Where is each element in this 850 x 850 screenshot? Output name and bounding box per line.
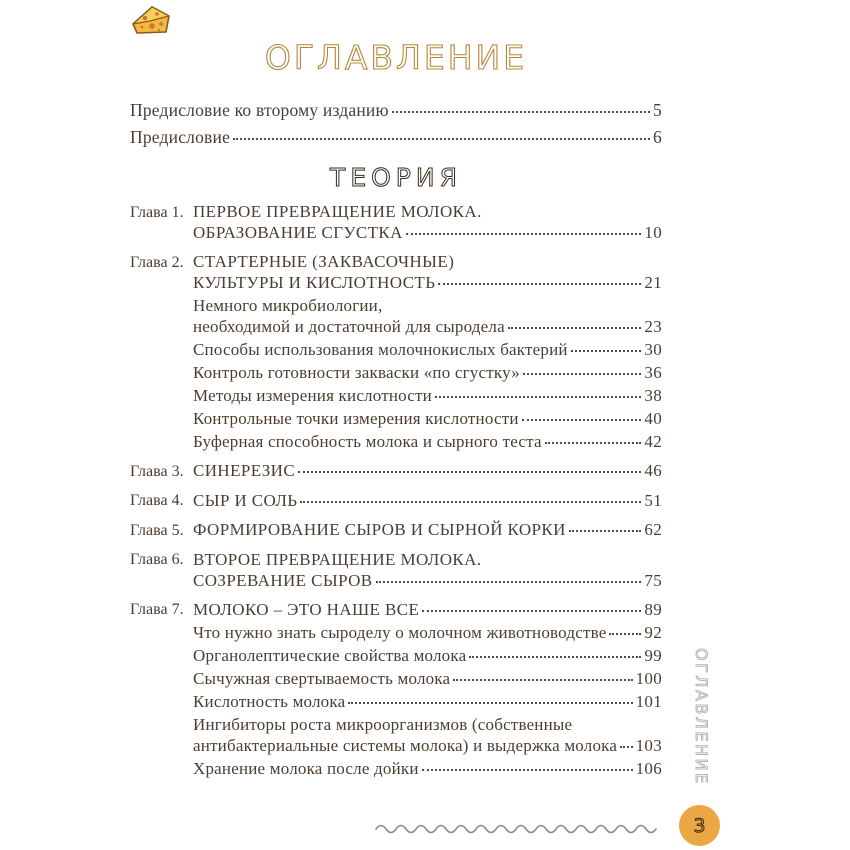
entry-text: Предисловие xyxy=(130,127,231,147)
entry-text: Ингибиторы роста микроорганизмов (собственные xyxy=(193,715,573,734)
chapter-entry xyxy=(130,251,662,293)
page-ref: 36 xyxy=(644,363,662,382)
entry-body xyxy=(193,460,662,482)
page-ref: 51 xyxy=(644,490,662,510)
toc-line xyxy=(193,735,662,756)
entry-body xyxy=(193,295,662,337)
chapter-number-label: Глава 1. xyxy=(130,203,184,221)
front-matter-entry xyxy=(130,124,662,151)
entry-text: ФОРМИРОВАНИЕ СЫРОВ И СЫРНОЙ КОРКИ xyxy=(193,520,566,539)
sub-entry xyxy=(193,362,662,383)
entry-text: Хранение молока после дойки xyxy=(193,759,419,778)
page-ref: 5 xyxy=(652,100,662,120)
page-ref: 46 xyxy=(644,461,662,480)
toc-line xyxy=(193,339,662,360)
entry-text: Что нужно знать сыроделу о молочном животноводстве xyxy=(193,623,607,642)
toc-line xyxy=(193,431,662,452)
entry-text: СЫР И СОЛЬ xyxy=(193,490,298,510)
entry-text: СТАРТЕРНЫЕ (ЗАКВАСОЧНЫЕ) xyxy=(193,252,455,271)
page-ref: 103 xyxy=(635,736,662,755)
toc-line xyxy=(193,622,662,643)
toc-line xyxy=(193,599,662,620)
chapter-entry xyxy=(130,599,662,621)
entry-text: Буферная способность молока и сырного теста xyxy=(193,432,542,451)
entry-text: ВТОРОЕ ПРЕВРАЩЕНИЕ МОЛОКА. xyxy=(193,549,482,569)
toc-line xyxy=(193,362,662,383)
sub-entry xyxy=(193,758,662,779)
wave-divider xyxy=(374,820,660,836)
toc-line xyxy=(193,272,662,293)
page-ref: 89 xyxy=(644,599,662,619)
toc-line xyxy=(193,385,662,406)
entry-body xyxy=(193,362,662,383)
entry-body xyxy=(193,622,662,643)
entry-body xyxy=(193,339,662,360)
entry-text: КУЛЬТУРЫ И КИСЛОТНОСТЬ xyxy=(193,273,436,292)
toc-line xyxy=(193,758,662,779)
entry-text: Контроль готовности закваски «по сгустку» xyxy=(193,363,520,382)
page-ref: 100 xyxy=(635,669,662,688)
sub-entry xyxy=(193,668,662,689)
page-ref: 23 xyxy=(644,317,662,336)
page-ref: 30 xyxy=(644,340,662,359)
chapter-number-label: Глава 5. xyxy=(130,521,184,539)
chapter-entry xyxy=(130,549,662,591)
toc-line xyxy=(193,570,662,591)
toc-line xyxy=(193,668,662,689)
toc-line xyxy=(193,408,662,429)
entry-text: Предисловие ко второму изданию xyxy=(130,100,389,120)
chapter-number-label: Глава 4. xyxy=(130,492,184,509)
entry-body xyxy=(193,758,662,779)
page-ref: 75 xyxy=(644,570,662,590)
toc-line xyxy=(193,295,662,316)
entry-text: Контрольные точки измерения кислотности xyxy=(193,409,519,428)
entry-text: Методы измерения кислотности xyxy=(193,386,432,405)
toc-list xyxy=(130,97,662,779)
page-ref: 42 xyxy=(644,432,662,451)
toc-line xyxy=(193,251,662,272)
entry-body xyxy=(193,519,662,541)
entry-body xyxy=(193,251,662,293)
toc-line xyxy=(193,691,662,712)
entry-text: СОЗРЕВАНИЕ СЫРОВ xyxy=(193,570,373,590)
page-title: ОГЛАВЛЕНИЕ xyxy=(264,38,528,77)
sub-entry xyxy=(193,714,662,756)
entry-text: Сычужная свертываемость молока xyxy=(193,669,451,688)
page-ref: 106 xyxy=(635,759,662,778)
toc-line xyxy=(193,490,662,511)
front-matter-entry xyxy=(130,97,662,124)
page-ref: 62 xyxy=(644,520,662,539)
entry-text: Немного микробиологии, xyxy=(193,296,383,315)
entry-body xyxy=(193,431,662,452)
entry-body xyxy=(193,408,662,429)
page-number: 3 xyxy=(693,814,706,837)
chapter-entry xyxy=(130,460,662,482)
sub-entry xyxy=(193,622,662,643)
toc-line xyxy=(193,222,662,243)
entry-text: ОБРАЗОВАНИЕ СГУСТКА xyxy=(193,223,403,242)
entry-body xyxy=(193,691,662,712)
entry-body xyxy=(130,97,662,124)
chapter-number-label: Глава 6. xyxy=(130,551,184,568)
sub-entry xyxy=(193,645,662,666)
toc-line xyxy=(193,549,662,570)
entry-body xyxy=(193,490,662,512)
sub-entry xyxy=(193,431,662,452)
entry-body xyxy=(193,714,662,756)
entry-body xyxy=(130,124,662,151)
page-number-badge xyxy=(679,805,720,846)
toc-line xyxy=(193,316,662,337)
entry-body xyxy=(193,645,662,666)
toc-line xyxy=(193,460,662,481)
toc-line xyxy=(193,519,662,540)
entry-body xyxy=(193,201,662,243)
page-ref: 101 xyxy=(635,692,662,711)
entry-body xyxy=(193,549,662,591)
entry-text: Кислотность молока xyxy=(193,692,346,711)
page-ref: 21 xyxy=(644,273,662,292)
page-ref: 38 xyxy=(644,386,662,405)
page-ref: 40 xyxy=(644,409,662,428)
toc-line xyxy=(193,645,662,666)
entry-text: Способы использования молочнокислых бактерий xyxy=(193,340,568,359)
toc-content xyxy=(130,0,662,779)
page-ref: 99 xyxy=(644,646,662,665)
entry-text: МОЛОКО – ЭТО НАШЕ ВСЕ xyxy=(193,599,420,619)
chapter-number-label: Глава 3. xyxy=(130,462,184,480)
chapter-number-label: Глава 2. xyxy=(130,253,184,271)
sidebar-vertical-label: ОГЛАВЛЕНИЕ xyxy=(692,648,711,786)
toc-line xyxy=(130,124,662,151)
entry-body xyxy=(193,599,662,621)
chapter-entry xyxy=(130,201,662,243)
page-ref: 92 xyxy=(644,623,662,642)
sub-entry xyxy=(193,385,662,406)
section-heading: ТЕОРИЯ xyxy=(330,163,462,192)
entry-text: СИНЕРЕЗИС xyxy=(193,461,296,480)
sub-entry xyxy=(193,408,662,429)
entry-text: антибактериальные системы молока) и выдержка молока xyxy=(193,736,618,755)
entry-text: необходимой и достаточной для сыродела xyxy=(193,317,505,336)
entry-body xyxy=(193,385,662,406)
toc-line xyxy=(130,97,662,124)
page-ref: 6 xyxy=(652,127,662,147)
entry-text: ПЕРВОЕ ПРЕВРАЩЕНИЕ МОЛОКА. xyxy=(193,202,482,221)
sub-entry xyxy=(193,691,662,712)
toc-line xyxy=(193,201,662,222)
toc-line xyxy=(193,714,662,735)
entry-text: Органолептические свойства молока xyxy=(193,646,467,665)
chapter-entry xyxy=(130,519,662,541)
chapter-number-label: Глава 7. xyxy=(130,601,184,618)
sub-entry xyxy=(193,339,662,360)
chapter-entry xyxy=(130,490,662,512)
entry-body xyxy=(193,668,662,689)
sub-entry xyxy=(193,295,662,337)
page-ref: 10 xyxy=(644,223,662,242)
